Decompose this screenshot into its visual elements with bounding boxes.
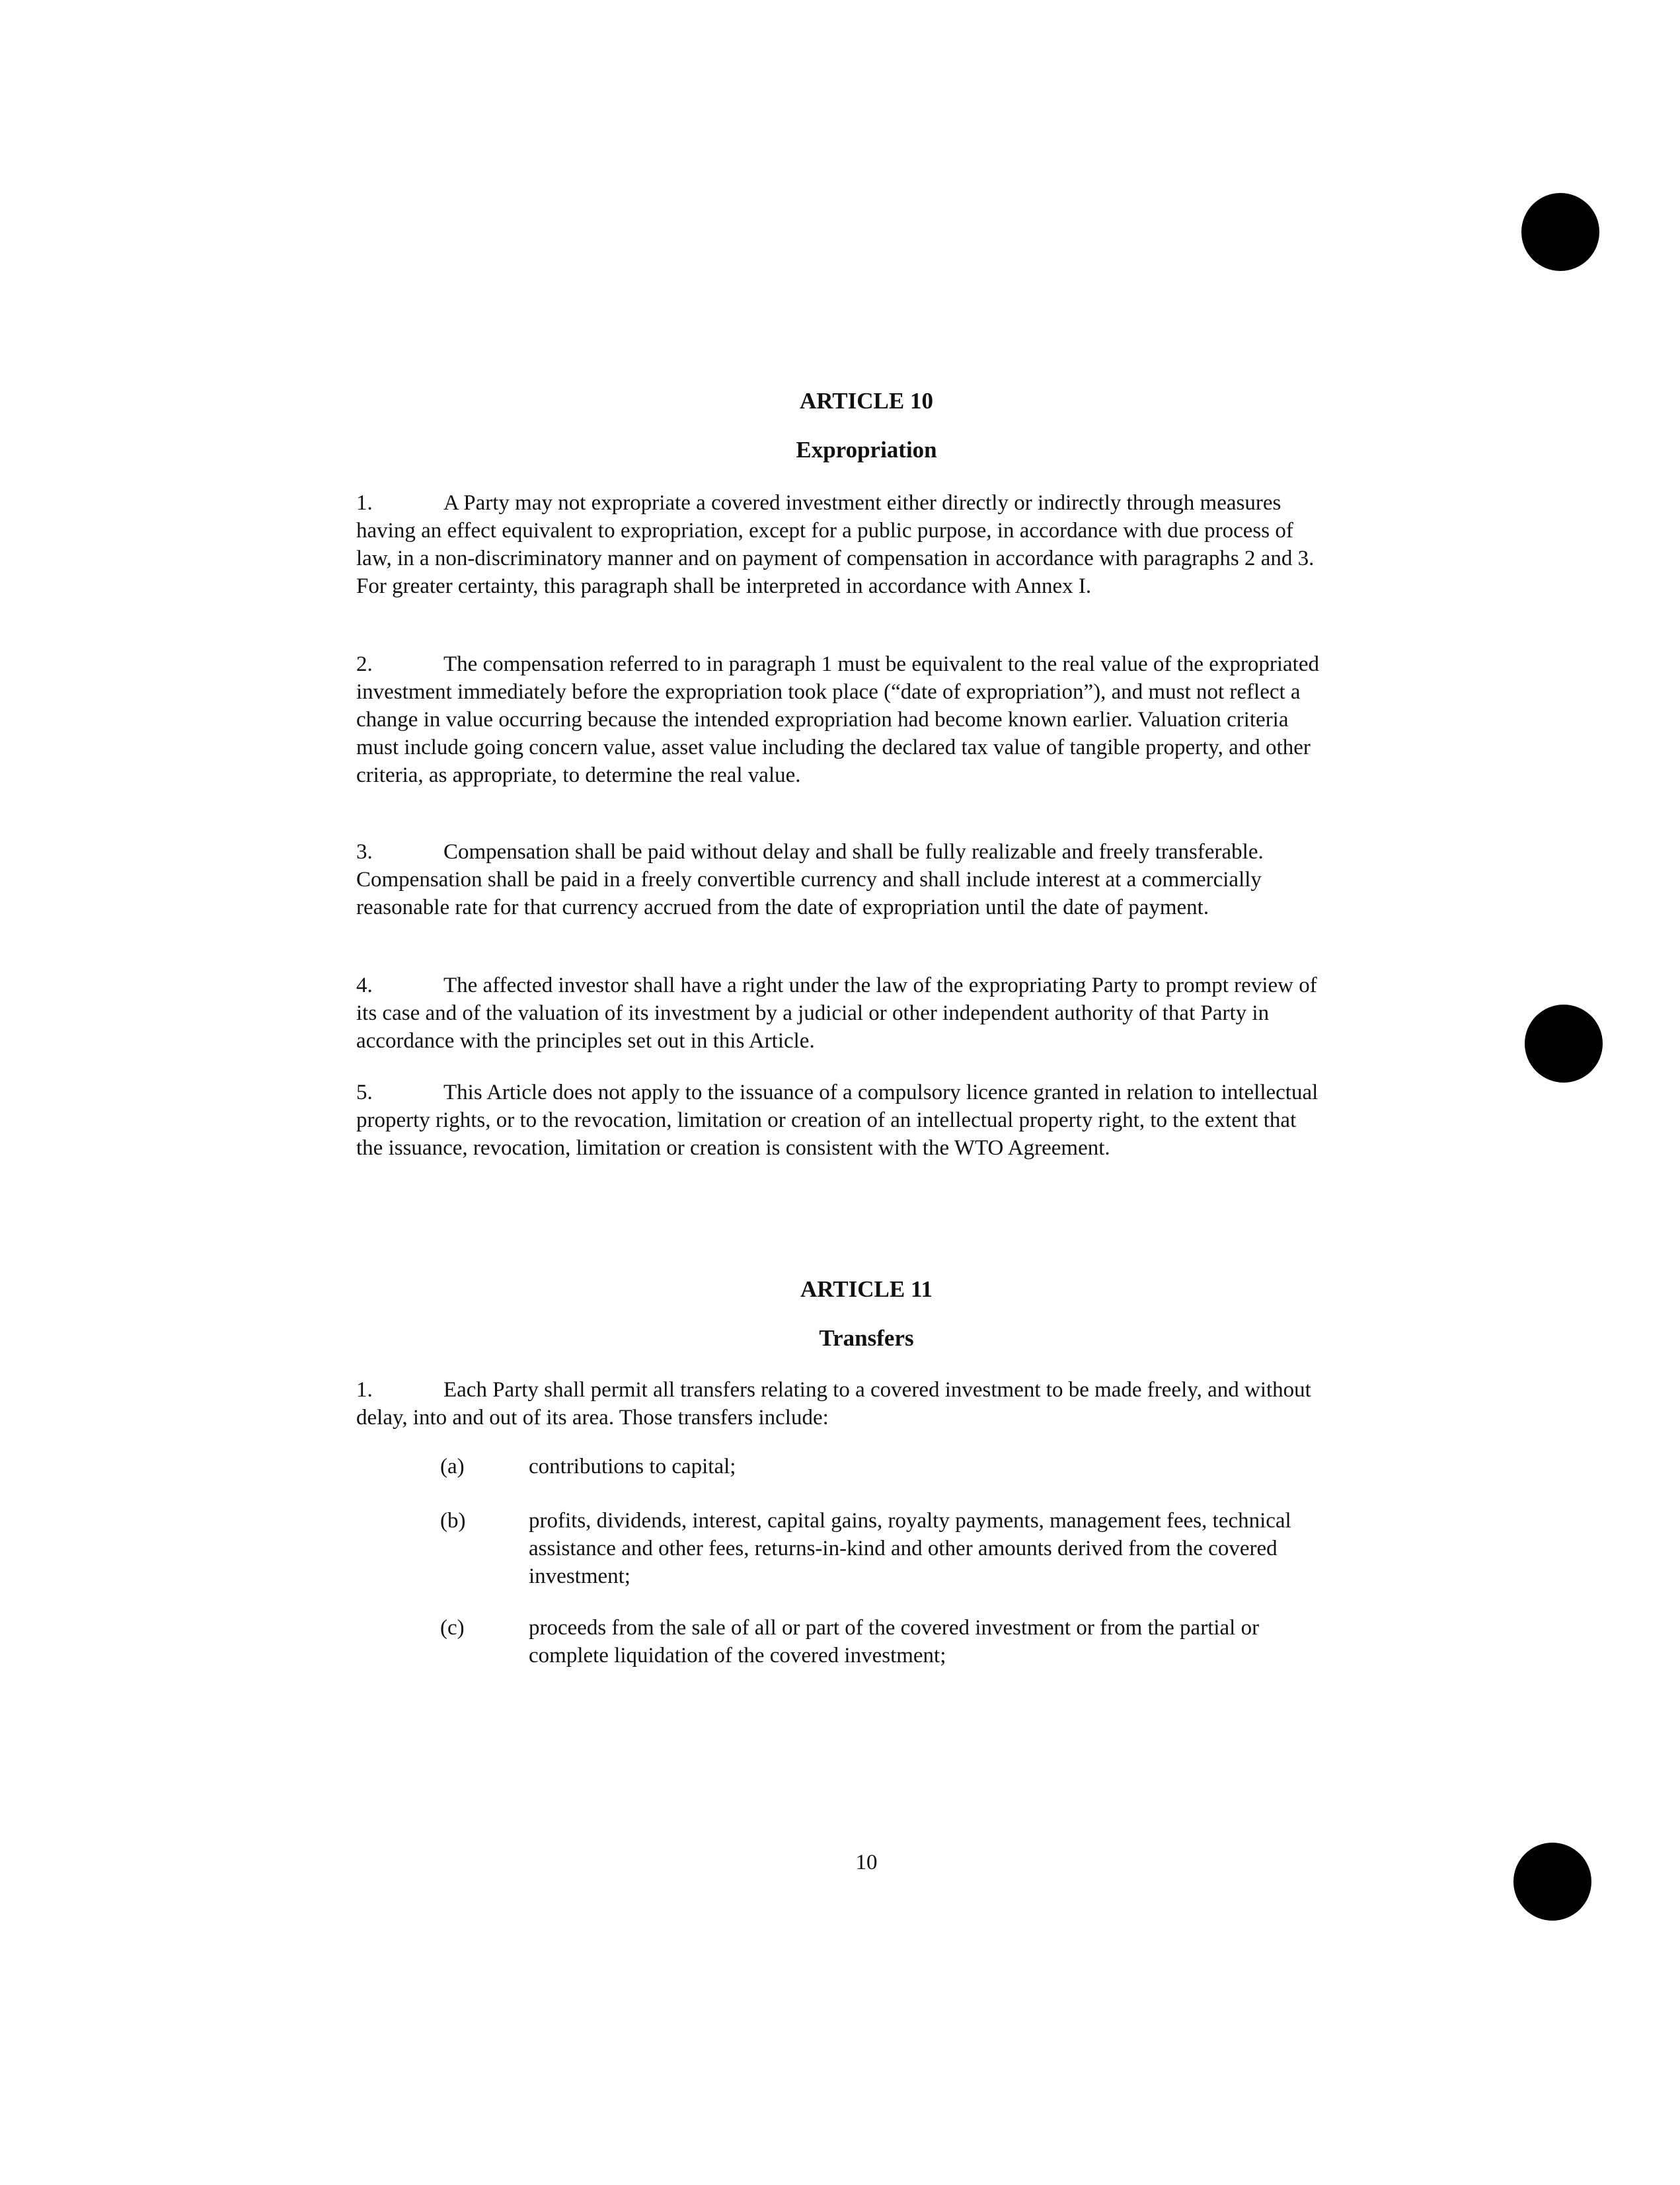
paragraph-text: A Party may not expropriate a covered investment either directly or indirectly through measures having an effect equivalent to expropriation, except for a public purpose, in accordance with due process of law, in a non-discriminatory manner and on payment of compensation in accordance with paragraphs 2 and 3. For greater certainty, this paragraph shall be interpreted in accordance with Annex I. bbox=[356, 491, 1315, 598]
paragraph-text: Each Party shall permit all transfers relating to a covered investment to be made freely, and without delay, into and out of its area. Those transfers include: bbox=[356, 1378, 1311, 1430]
article-11-title: Transfers bbox=[819, 1325, 914, 1351]
paragraph-number: 1. bbox=[356, 1378, 373, 1402]
punch-hole-middle bbox=[1525, 1005, 1603, 1083]
list-item-text: proceeds from the sale of all or part of the covered investment or from the partial or complete liquidation of the covered investment; bbox=[529, 1616, 1260, 1668]
paragraph-text: The compensation referred to in paragraph 1 must be equivalent to the real value of the expropriated investment immediately before the expropriation took place (“date of expropriation”), and must not reflect a change in value occurring because the intended expropriation had become known earlier. Valuation criteria must include going concern value, asset value including the declared tax value of tangible property, and other criteria, as appropriate, to determine the real value. bbox=[356, 652, 1319, 787]
page-number: 10 bbox=[855, 1851, 878, 1874]
article-10-heading: ARTICLE 10 bbox=[799, 388, 933, 414]
paragraph-text: The affected investor shall have a right under the law of the expropriating Party to prompt review of its case and of the valuation of its investment by a judicial or other independent authority of that Party in accordance with the principles set out in this Article. bbox=[356, 974, 1317, 1053]
article-10-title: Expropriation bbox=[796, 437, 937, 463]
list-item-label: (b) bbox=[440, 1509, 466, 1533]
punch-hole-top bbox=[1521, 193, 1599, 271]
list-item-text: contributions to capital; bbox=[529, 1455, 736, 1478]
list-item-text: profits, dividends, interest, capital gains, royalty payments, management fees, technical assistance and other fees, returns-in-kind and other amounts derived from the covered investment; bbox=[529, 1509, 1291, 1588]
paragraph-number: 4. bbox=[356, 974, 373, 997]
article-10-paragraph-5 bbox=[356, 1079, 1328, 1162]
paragraph-number: 1. bbox=[356, 491, 373, 515]
article-11-paragraph-1 bbox=[356, 1376, 1328, 1432]
list-item-label: (c) bbox=[440, 1616, 465, 1640]
paragraph-number: 3. bbox=[356, 840, 373, 864]
paragraph-number: 2. bbox=[356, 652, 373, 676]
article-10-paragraph-3 bbox=[356, 838, 1328, 921]
list-item-label: (a) bbox=[440, 1455, 465, 1478]
article-10-paragraph-4 bbox=[356, 972, 1328, 1055]
paragraph-text: This Article does not apply to the issuance of a compulsory licence granted in relation to intellectual property rights, or to the revocation, limitation or creation of an intellectual property right, to the extent that the issuance, revocation, limitation or creation is consistent with the WTO Agreement. bbox=[356, 1081, 1318, 1160]
article-10-paragraph-2 bbox=[356, 650, 1328, 789]
paragraph-text: Compensation shall be paid without delay and shall be fully realizable and freely transferable. Compensation shall be paid in a freely convertible currency and shall include interest at a commercially reasonable rate for that currency accrued from the date of expropriation until the date of payment. bbox=[356, 840, 1264, 919]
article-10-paragraph-1 bbox=[356, 489, 1328, 600]
article-11-heading: ARTICLE 11 bbox=[800, 1276, 933, 1302]
paragraph-number: 5. bbox=[356, 1081, 373, 1104]
